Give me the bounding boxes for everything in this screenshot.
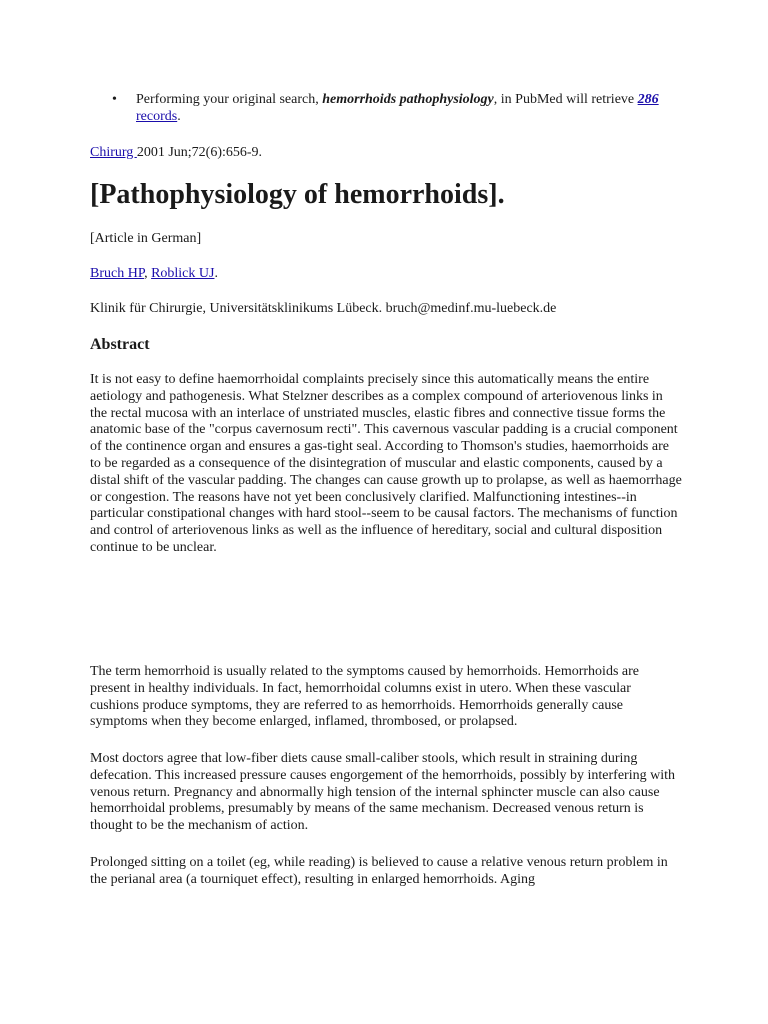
author-list xyxy=(90,265,218,282)
citation-details: 2001 Jun;72(6):656-9. xyxy=(136,145,263,160)
author-link-roblick[interactable]: Roblick UJ xyxy=(151,266,215,281)
author-link-bruch[interactable]: Bruch HP xyxy=(90,266,145,281)
abstract-heading: Abstract xyxy=(90,336,150,353)
body-paragraph-1: The term hemorrhoid is usually related to the symptoms caused by hemorrhoids. Hemorrhoids are present in healthy individuals. In fact, hemorrhoidal columns exist in utero. When these vascular cushions produce symptoms, they are referred to as hemorrhoids. Hemorrhoids generally cause symptoms when they become enlarged, inflamed, thrombosed, or prolapsed. xyxy=(90,664,639,730)
notice-suffix: . xyxy=(177,109,181,124)
author-list-end: . xyxy=(214,266,218,281)
journal-link[interactable]: Chirurg xyxy=(90,145,137,160)
body-paragraph-2: Most doctors agree that low-fiber diets cause small-caliber stools, which result in straining during defecation. This increased pressure causes engorgement of the hemorrhoids, possibly by interfering with venous return. Pregnancy and abnormally high tension of the internal sphincter muscle can also cause hemorrhoidal problems, presumably by means of the same mechanism. Decreased venous return is thought to be the mechanism of action. xyxy=(90,751,675,834)
body-paragraph-3: Prolonged sitting on a toilet (eg, while reading) is believed to cause a relative venous return problem in the perianal area (a tourniquet effect), resulting in enlarged hemorrhoids. Aging xyxy=(90,855,668,887)
notice-middle: , in PubMed will retrieve xyxy=(493,92,638,107)
records-count: 286 xyxy=(637,92,659,107)
language-note: [Article in German] xyxy=(90,231,202,246)
notice-prefix: Performing your original search, xyxy=(136,92,323,107)
search-query: hemorrhoids pathophysiology xyxy=(322,92,494,107)
article-title: [Pathophysiology of hemorrhoids]. xyxy=(90,179,505,210)
affiliation: Klinik für Chirurgie, Universitätsklinikums Lübeck. bruch@medinf.mu-luebeck.de xyxy=(90,301,557,316)
search-notice xyxy=(90,91,680,125)
author-separator: , xyxy=(144,266,152,281)
bullet-icon: • xyxy=(112,92,117,107)
citation xyxy=(90,144,262,161)
search-notice-text xyxy=(136,91,680,125)
abstract-text: It is not easy to define haemorrhoidal complaints precisely since this automatically means the entire aetiology and pathogenesis. What Stelzner describes as a complex compound of arteriovenous links in the rectal mucosa with an interlace of unstriated muscles, elastic fibres and connective tissue forms the anatomic base of the "corpus cavernosum recti". This cavernous vascular padding is a crucial component of the continence organ and ensures a gas-tight seal. According to Thomson's studies, haemorrhoids are to be regarded as a consequence of the disintegration of muscular and elastic components, caused by a distal shift of the vascular padding. The changes can cause growth up to prolapse, as well as haemorrhage or congestion. The reasons have not yet been conclusively clarified. Malfunctioning intestines--in particular constipational changes with hard stool--seem to be causal factors. The mechanisms of function and control of arteriovenous links as well as the influence of hereditary, social and cultural disposition continue to be unclear. xyxy=(90,372,682,555)
records-label: records xyxy=(136,109,178,124)
